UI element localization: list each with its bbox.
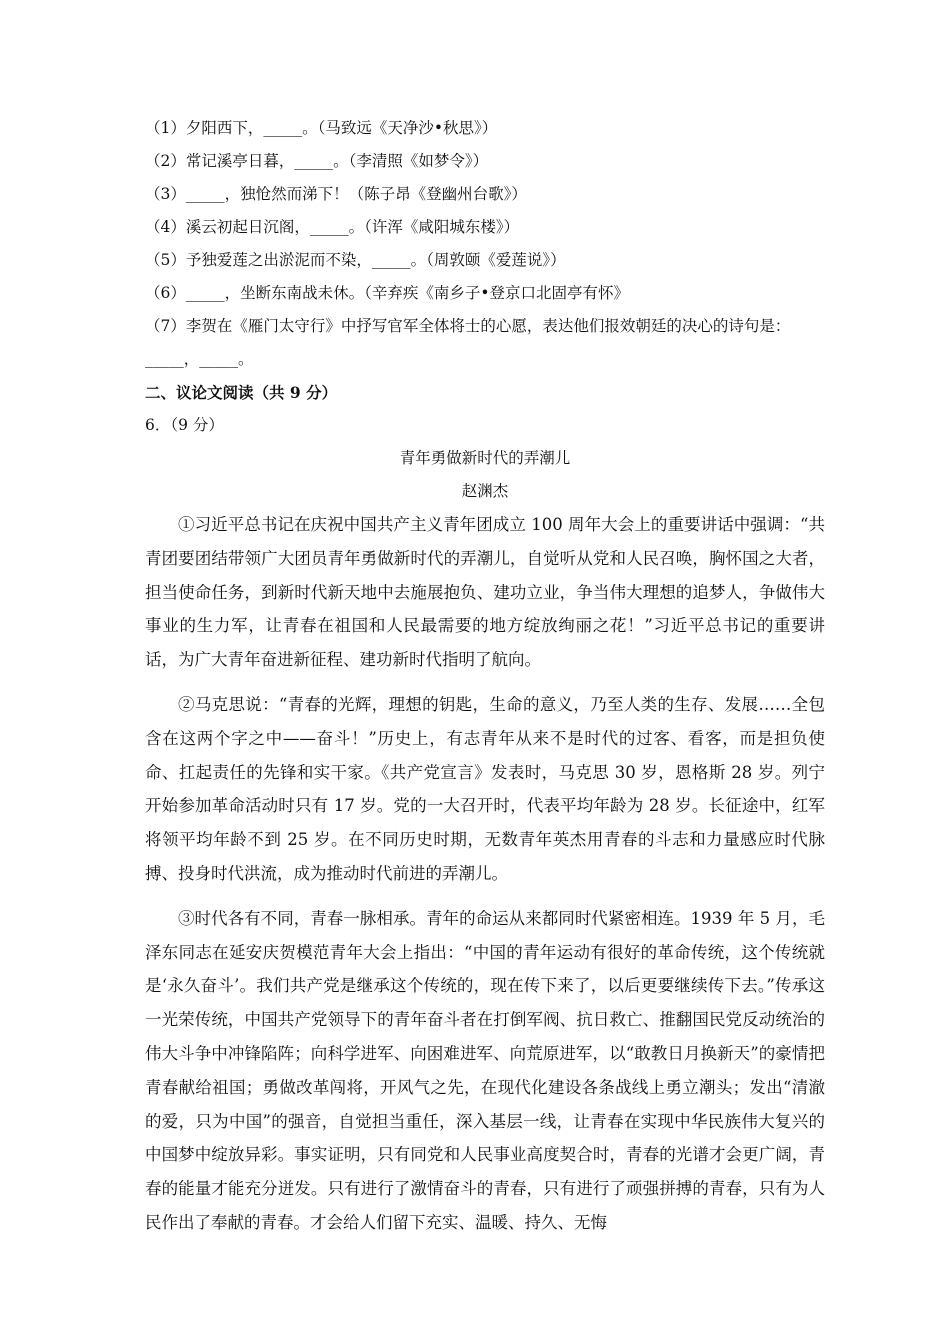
poetry-question-6: （6）_____，坐断东南战未休。（辛弃疾《南乡子•登京口北固亭有怀》 — [145, 284, 630, 302]
section-heading: 二、议论文阅读（共 9 分） — [145, 383, 338, 402]
article-author: 赵渊杰 — [461, 482, 509, 500]
poetry-question-5: （5）予独爱莲之出淤泥而不染，_____。（周敦颐《爱莲说》） — [145, 251, 566, 269]
article-paragraph-1: ①习近平总书记在庆祝中国共产主义青年团成立 100 周年大会上的重要讲话中强调：“共青团要团结带领广大团员青年勇做新时代的弄潮儿，自觉听从党和人民召唤，胸怀国之大者，担当使命任务，到新时代新天地中去施展抱负、建功立业，争当伟大理想的追梦人，争做伟大事业的生力军，让青春在祖国和人民最需要的地方绽放绚丽之花！”习近平总书记的重要讲话，为广大青年奋进新征程、建功新时代指明了航向。 — [145, 515, 825, 670]
poetry-question-7: （7）李贺在《雁门太守行》中抒写官军全体将士的心愿，表达他们报效朝廷的决心的诗句是：_____，_____。 — [145, 317, 791, 368]
poetry-question-4: （4）溪云初起日沉阁，_____。（许浑《咸阳城东楼》） — [145, 218, 520, 236]
poetry-question-2: （2）常记溪亭日暮，_____。（李清照《如梦令》） — [145, 152, 489, 170]
poetry-question-1: （1）夕阳西下，_____。（马致远《天净沙•秋思》） — [145, 119, 498, 137]
document-page — [145, 112, 825, 1251]
article-paragraph-2: ②马克思说：“青春的光辉，理想的钥匙，生命的意义，乃至人类的生存、发展……全包含在这两个字之中——奋斗！”历史上，有志青年从来不是时代的过客、看客，而是担负使命、扛起责任的先锋和实干家。《共产党宣言》发表时，马克思 30 岁，恩格斯 28 岁。列宁开始参加革命活动时只有 17 岁。党的一大召开时，代表平均年龄为 28 岁。长征途中，红军将领平均年龄不到 25 岁。在不同历史时期，无数青年英杰用青春的斗志和力量感应时代脉搏、投身时代洪流，成为推动时代前进的弄潮儿。 — [145, 694, 825, 883]
article-title: 青年勇做新时代的弄潮儿 — [399, 449, 571, 467]
poetry-question-3: （3）_____，独怆然而涕下！（陈子昂《登幽州台歌》） — [145, 185, 527, 203]
question-number: 6．（9 分） — [145, 416, 224, 434]
article-paragraph-3: ③时代各有不同，青春一脉相承。青年的命运从来都同时代紧密相连。1939 年 5 月，毛泽东同志在延安庆贺模范青年大会上指出：“中国的青年运动有很好的革命传统，这个传统就是‘永久奋斗’。我们共产党是继承这个传统的，现在传下来了，以后更要继续传下去。”传承这一光荣传统，中国共产党领导下的青年奋斗者在打倒军阀、抗日救亡、推翻国民党反动统治的伟大斗争中冲锋陷阵；向科学进军、向困难进军、向荒原进军，以“敢教日月换新天”的豪情把青春献给祖国；勇做改革闯将，开风气之先，在现代化建设各条战线上勇立潮头；发出“清澈的爱，只为中国”的强音，自觉担当重任，深入基层一线，让青春在实现中华民族伟大复兴的中国梦中绽放异彩。事实证明，只有同党和人民事业高度契合时，青春的光谱才会更广阔，青春的能量才能充分迸发。只有进行了激情奋斗的青春，只有进行了顽强拼搏的青春，只有为人民作出了奉献的青春。才会给人们留下充实、温暖、持久、无悔 — [145, 908, 825, 1232]
